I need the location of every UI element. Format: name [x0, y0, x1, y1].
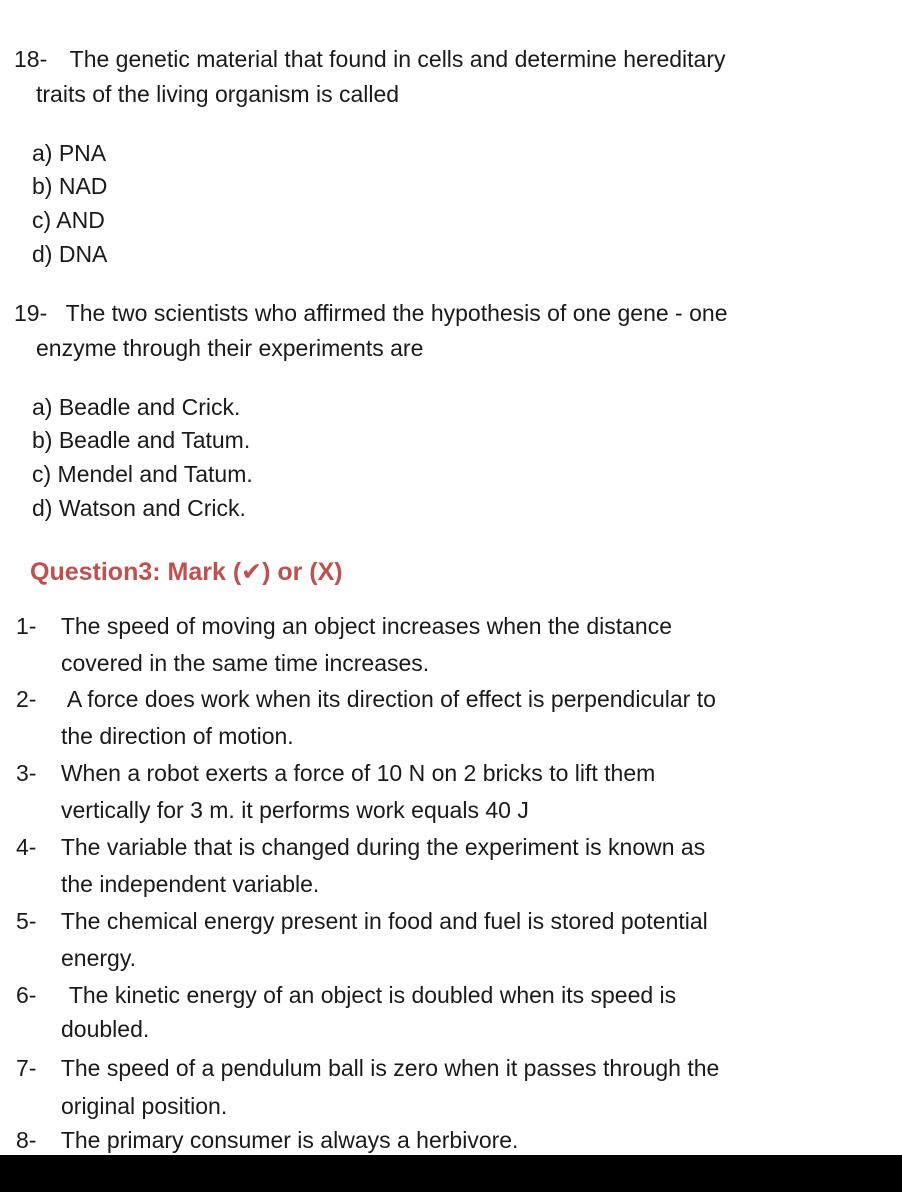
statement-7-line1	[16, 1053, 719, 1083]
statement-7-line2: original position.	[61, 1093, 228, 1119]
statement-6-number: 6-	[16, 982, 37, 1008]
statement-3-line1	[16, 758, 655, 788]
statement-2-number: 2-	[16, 686, 37, 712]
statement-4-text: The variable that is changed during the experiment is known as	[60, 834, 706, 860]
statement-1-text: The speed of moving an object increases when the distance	[60, 613, 672, 639]
statement-2-line1	[16, 684, 716, 714]
statement-3-text: When a robot exerts a force of 10 N on 2 bricks to lift them	[60, 760, 656, 786]
q18-stem-line1	[14, 44, 726, 74]
q18-number: 18-	[14, 46, 48, 72]
statement-7-text: The speed of a pendulum ball is zero when it passes through the	[60, 1055, 720, 1081]
statement-4-line2: the independent variable.	[61, 871, 320, 897]
q18-option-c: c) AND	[32, 207, 105, 233]
statement-6-line2: doubled.	[61, 1016, 150, 1042]
question3-heading: Question3: Mark (✔) or (X)	[30, 558, 343, 586]
statement-8-text: The primary consumer is always a herbivore.	[60, 1127, 519, 1153]
statement-8-number: 8-	[16, 1127, 37, 1153]
statement-6-text: The kinetic energy of an object is doubled when its speed is	[68, 982, 677, 1008]
statement-6-line1	[16, 980, 676, 1010]
q19-option-d: d) Watson and Crick.	[32, 495, 246, 521]
q19-number: 19-	[14, 300, 48, 326]
statement-8-line1	[16, 1125, 518, 1155]
q19-option-a: a) Beadle and Crick.	[32, 394, 241, 420]
q18-option-a: a) PNA	[32, 140, 107, 166]
statement-4-line1	[16, 832, 705, 862]
q18-option-b: b) NAD	[32, 173, 108, 199]
q19-stem-line1	[14, 298, 728, 328]
statement-1-line2: covered in the same time increases.	[61, 650, 430, 676]
q19-text-line1: The two scientists who affirmed the hypothesis of one gene - one	[65, 300, 728, 326]
statement-5-line2: energy.	[61, 945, 137, 971]
q18-text-line1: The genetic material that found in cells and determine hereditary	[69, 46, 726, 72]
statement-4-number: 4-	[16, 834, 37, 860]
statement-5-line1	[16, 906, 708, 936]
bottom-black-bar	[0, 1155, 902, 1192]
statement-1-line1	[16, 611, 672, 641]
statement-1-number: 1-	[16, 613, 37, 639]
statement-5-text: The chemical energy present in food and fuel is stored potential	[60, 908, 708, 934]
statement-3-number: 3-	[16, 760, 37, 786]
q19-option-c: c) Mendel and Tatum.	[32, 461, 253, 487]
q18-stem-line2: traits of the living organism is called	[36, 81, 400, 107]
q19-option-b: b) Beadle and Tatum.	[32, 427, 251, 453]
statement-2-text: A force does work when its direction of effect is perpendicular to	[66, 686, 716, 712]
q18-option-d: d) DNA	[32, 241, 108, 267]
q19-stem-line2: enzyme through their experiments are	[36, 335, 424, 361]
statement-5-number: 5-	[16, 908, 37, 934]
statement-2-line2: the direction of motion.	[61, 723, 294, 749]
statement-7-number: 7-	[16, 1055, 37, 1081]
statement-3-line2: vertically for 3 m. it performs work equals 40 J	[61, 797, 529, 823]
